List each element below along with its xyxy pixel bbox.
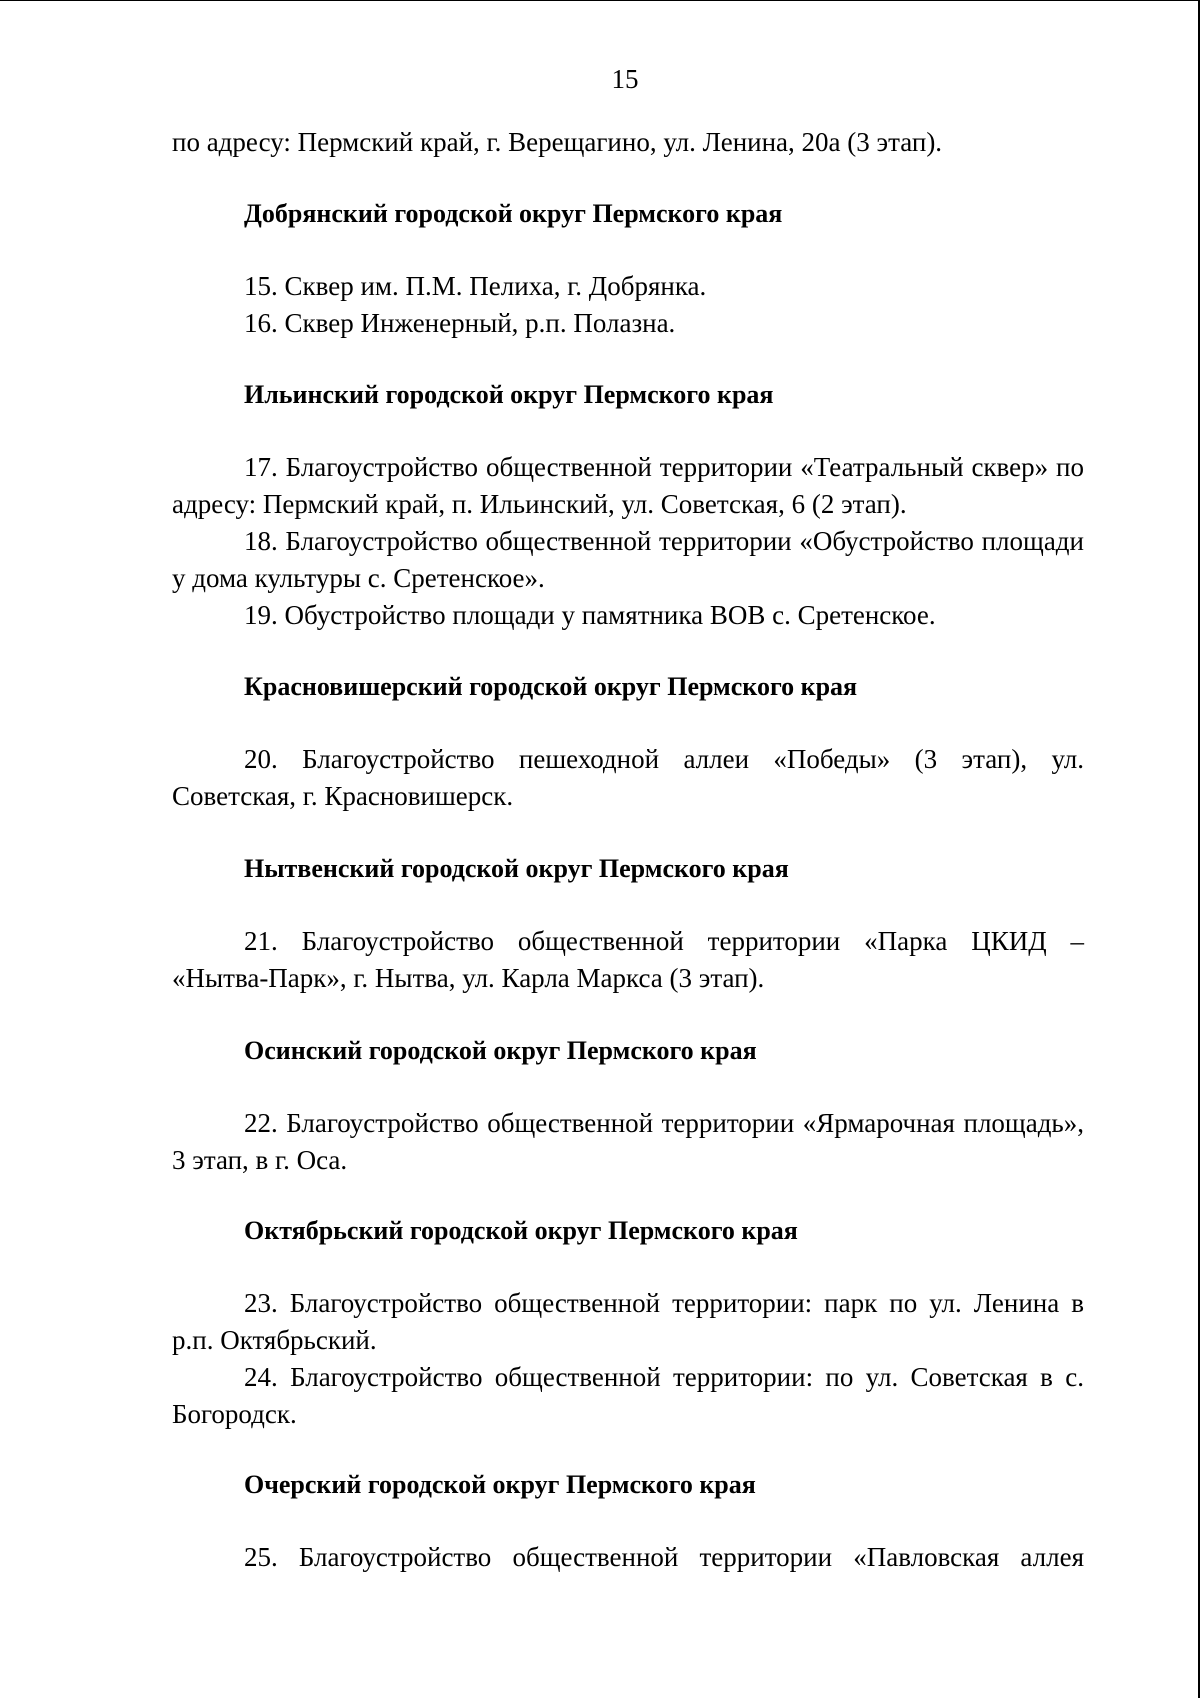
list-item: 17. Благоустройство общественной территории «Театральный сквер» по адресу: Пермский край, п. Ильинский, ул. Советская, 6 (2 этап). [172, 452, 1084, 519]
item-18-paragraph [172, 523, 1084, 597]
section-heading-dobryanka: Добрянский городской округ Пермского края [244, 199, 783, 228]
item-22-paragraph [172, 1105, 1084, 1179]
section-heading-nytva: Нытвенский городской округ Пермского края [244, 854, 789, 883]
scan-border-top [0, 0, 1200, 1]
list-item: 19. Обустройство площади у памятника ВОВ с. Сретенское. [244, 600, 936, 630]
list-item: 25. Благоустройство общественной территории «Павловская аллея [244, 1542, 1084, 1572]
item-20-paragraph [172, 741, 1084, 815]
list-item: 18. Благоустройство общественной территории «Обустройство площади у дома культуры с. Сретенское». [172, 526, 1084, 593]
section-heading-oktyabrsky: Октябрьский городской округ Пермского края [244, 1216, 798, 1245]
section-heading-ochyor: Очерский городской округ Пермского края [244, 1470, 756, 1499]
item-21-paragraph [172, 923, 1084, 997]
item-24-paragraph [172, 1359, 1084, 1433]
section-heading-ilyinsky: Ильинский городской округ Пермского края [244, 380, 774, 409]
list-item: 16. Сквер Инженерный, р.п. Полазна. [244, 308, 676, 338]
page-number: 15 [611, 64, 639, 94]
item-23-paragraph [172, 1285, 1084, 1359]
list-item: 21. Благоустройство общественной территории «Парка ЦКИД – «Нытва-Парк», г. Нытва, ул. Карла Маркса (3 этап). [172, 926, 1084, 993]
intro-paragraph [172, 124, 1084, 161]
item-25-paragraph [172, 1539, 1084, 1576]
section-heading-krasnovishersk: Красновишерский городской округ Пермского края [244, 672, 858, 701]
item-17-paragraph [172, 449, 1084, 523]
intro-line: по адресу: Пермский край, г. Верещагино, ул. Ленина, 20а (3 этап). [172, 127, 943, 157]
list-item: 24. Благоустройство общественной территории: по ул. Советская в с. Богородск. [172, 1362, 1084, 1429]
list-item: 15. Сквер им. П.М. Пелиха, г. Добрянка. [244, 271, 707, 301]
list-item: 22. Благоустройство общественной территории «Ярмарочная площадь», 3 этап, в г. Оса. [172, 1108, 1084, 1175]
section-heading-osa: Осинский городской округ Пермского края [244, 1036, 757, 1065]
list-item: 23. Благоустройство общественной территории: парк по ул. Ленина в р.п. Октябрьский. [172, 1288, 1084, 1355]
list-item: 20. Благоустройство пешеходной аллеи «Победы» (3 этап), ул. Советская, г. Красновишерск. [172, 744, 1084, 811]
